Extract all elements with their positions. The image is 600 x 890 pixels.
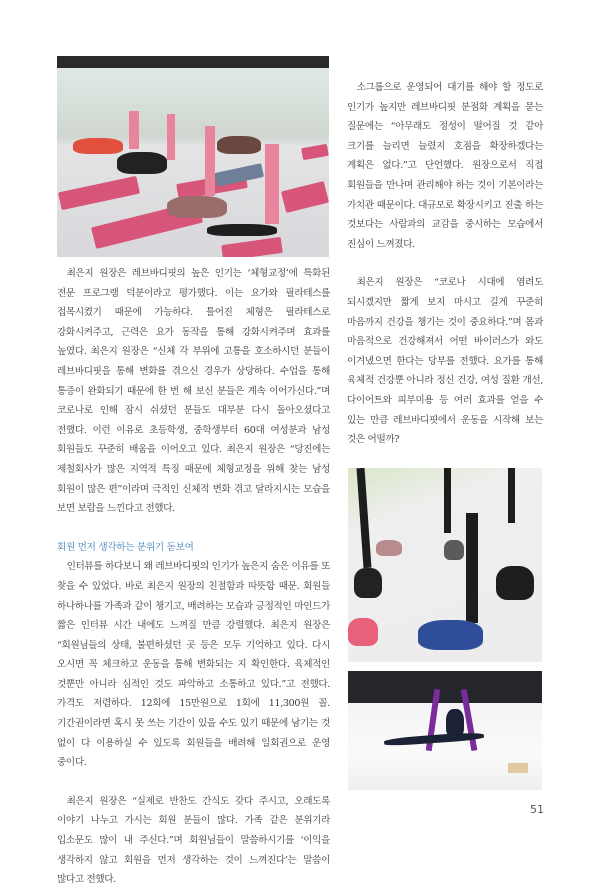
- aerial-yoga-class-photo: [57, 56, 329, 257]
- hammock: [205, 126, 215, 196]
- bungee-cord: [444, 468, 451, 533]
- yoga-mat: [221, 237, 283, 257]
- person: [217, 136, 261, 154]
- hammock: [167, 114, 175, 160]
- person: [348, 618, 378, 646]
- person: [207, 224, 277, 236]
- wooden-block: [508, 763, 528, 773]
- bungee-cord: [466, 513, 478, 623]
- person: [444, 540, 464, 560]
- aerial-split-photo: [348, 671, 542, 790]
- right-column: [347, 78, 543, 450]
- person: [117, 152, 167, 174]
- page-number: 51: [530, 803, 544, 816]
- hammock: [265, 144, 279, 224]
- left-column: [57, 264, 330, 890]
- bungee-fitness-circle-photo: [348, 468, 542, 662]
- bungee-cord: [357, 468, 372, 568]
- body-paragraph: 최은지 원장은 레브바디핏의 높은 인기는 ‘체형교정’에 특화된 전문 프로그램 덕분이라고 평가했다. 이는 요가와 필라테스를 접목시켰기 때문에 가능하다. 틀어진 체형은 필라테스로 강화시켜주고, 근력은 요가 동작을 통해 강화시켜주며 효과를 높였다. 최은지 원장은 “신체 각 부위에 고통을 호소하시던 분들이 레브바디핏을 통해 변화를 겪으신 경우가 상당하다. 수업을 통해 통증이 완화되기 때문에 한 번 해 보신 분들은 계속 이어가신다.”며 코로나로 인해 잠시 쉬셨던 분들도 대부분 다시 돌아오셨다고 전했다. 이런 이유로 초등학생, 중학생부터 60대 여성분과 남성 회원들도 꾸준히 배움을 이어오고 있다. 최은지 원장은 “당진에는 제철회사가 많은 지역적 특징 때문에 체형교정을 위해 찾는 남성 회원이 많은 편”이라며 극적인 신체적 변화 겪고 달라지시는 모습을 보면 보람을 느낀다고 전했다.: [57, 268, 330, 515]
- person: [73, 138, 123, 154]
- body-paragraph: 소그룹으로 운영되어 대기를 해야 할 정도로 인기가 높지만 레브바디핏 분점화 계획을 묻는 질문에는 “아무래도 정성이 떨어질 것 같아 크기를 늘리면 늘렸지 호점을 확장하겠다는 계획은 없다.”고 단언했다. 원장으로서 직접 회원들을 만나며 관리해야 하는 것이 기본이라는 가치관 때문이다. 대규모로 확장시키고 진출 하는 것보다는 사람과의 교감을 중시하는 모습에서 진심이 느껴졌다.: [347, 82, 543, 250]
- person: [496, 566, 534, 600]
- body-paragraph: 최은지 원장은 “코로나 시대에 염려도 되시겠지만 짧게 보지 마시고 길게 꾸준히 마음까지 건강을 챙기는 것이 중요하다.”며 몸과 마음적으로 건강해져서 어떤 바이러스가 와도 이겨냈으면 한다는 당부를 전했다. 요가를 통해 육체적 건강뿐 아니라 정신 건강, 여성 질환 개선, 다이어트와 피부미용 등 여러 효과를 얻을 수 있는 만큼 레브바디핏에서 운동을 시작해 보는 것은 어떨까?: [347, 277, 543, 446]
- person: [167, 196, 227, 218]
- yoga-mat: [301, 144, 329, 160]
- person: [446, 709, 464, 737]
- person: [354, 568, 382, 598]
- person: [376, 540, 402, 556]
- yoga-mat: [281, 181, 329, 213]
- person: [418, 620, 483, 650]
- section-subheading: 회원 먼저 생각하는 분위기 돋보여: [57, 541, 194, 553]
- hammock: [129, 111, 139, 149]
- body-paragraph: 최은지 원장은 “실제로 반찬도 간식도 갖다 주시고, 오래도록 이야기 나누고 가시는 회원 분들이 많다. 가족 같은 분위기라 입소문도 많이 내 주신다.”며 회원님들이 말씀하시기를 ‘이익을 생각하지 않고 회원을 먼저 생각하는 것이 느껴진다’는 말씀이 많다고 전했다.: [57, 795, 330, 886]
- body-paragraph: 인터뷰를 하다보니 왜 레브바디핏의 인기가 높은지 숨은 이유를 또 찾을 수 있었다. 바로 최은지 원장의 친절함과 따뜻함 때문. 회원들 하나하나를 가족과 같이 챙기고, 배려하는 모습과 긍정적인 마인드가 짧은 인터뷰 시간 내에도 느껴질 만큼 강렬했다. 최은지 원장은 “회원님들의 상태, 불편하셨던 곳 등은 모두 기억하고 있다. 다시 오시면 꼭 체크하고 운동을 통해 변화되는 지 확인한다. 육체적인 것뿐만 아니라 심적인 것도 파악하고 소통하고 있다.”고 전했다. 가격도 저렴하다. 12회에 15만원으로 1회에 11,300원 꼴. 기간권이라면 혹시 못 쓰는 기간이 있을 수도 있기 때문에 남기는 것 없이 다 이용하실 수 있도록 회원들을 배려해 일회권으로 운영 중이다.: [57, 561, 330, 769]
- yoga-mat: [58, 176, 140, 210]
- bungee-cord: [508, 468, 515, 523]
